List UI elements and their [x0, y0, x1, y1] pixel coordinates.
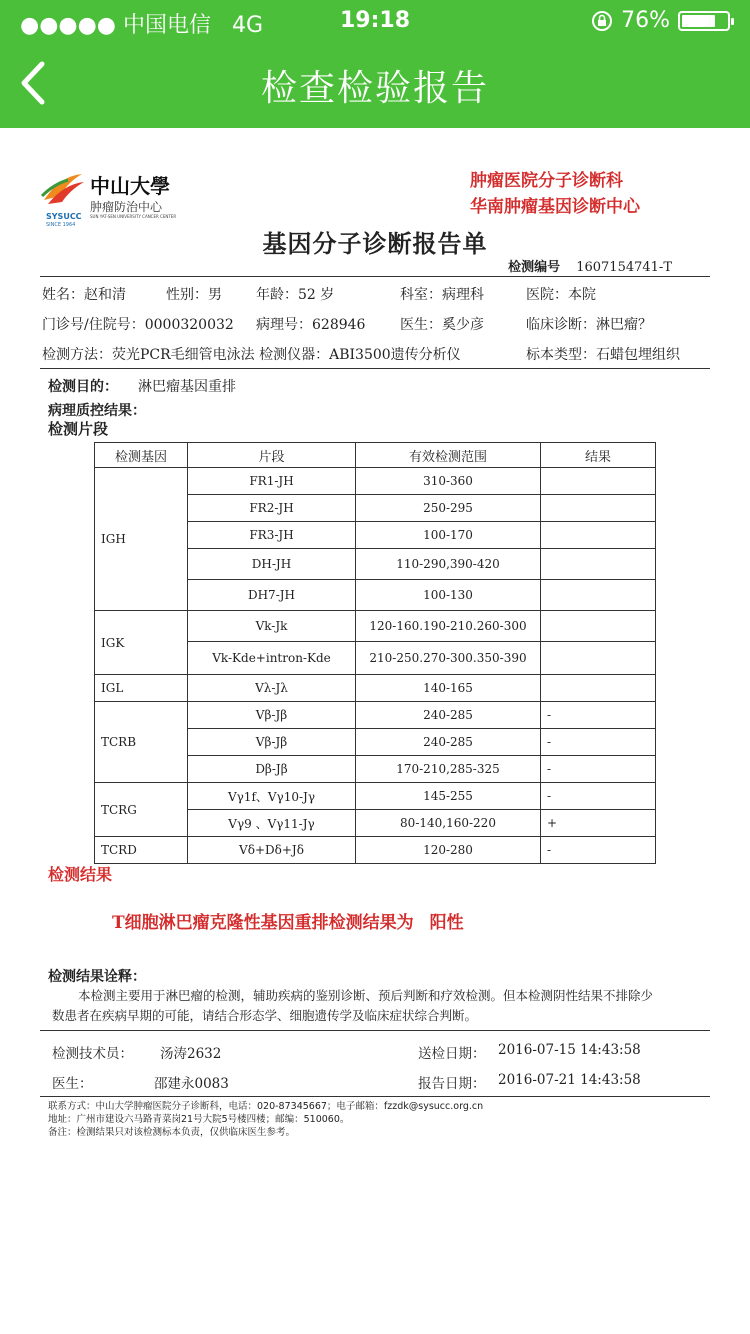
result-cell — [541, 522, 656, 549]
gene-cell: TCRD — [95, 837, 188, 864]
logo-english: SUN YAT-SEN UNIVERSITY CANCER CENTER — [90, 214, 177, 219]
technician-label: 检测技术员： — [52, 1046, 133, 1062]
table-header-cell: 片段 — [188, 443, 356, 468]
footer-address: 地址：广州市建设六马路青菜岗21号大院5号楼四楼；邮编：510060。 — [48, 1114, 350, 1125]
sample-type: 标本类型：石蜡包埋组织 — [526, 347, 680, 363]
range-cell: 80-140,160-220 — [356, 810, 541, 837]
test-purpose-value: 淋巴瘤基因重排 — [138, 379, 236, 395]
logo-subname: 肿瘤防治中心 — [90, 200, 163, 214]
inpatient-number: 门诊号/住院号：0000320032 — [42, 317, 234, 333]
submit-date-value: 2016-07-15 14:43:58 — [498, 1042, 641, 1058]
table-row — [95, 837, 656, 864]
report-footer — [48, 1100, 483, 1139]
table-header-cell: 有效检测范围 — [356, 443, 541, 468]
range-cell: 240-285 — [356, 702, 541, 729]
range-cell: 110-290,390-420 — [356, 549, 541, 580]
result-statement — [112, 908, 464, 933]
gene-cell: TCRG — [95, 783, 188, 837]
fragment-cell: Vβ-Jβ — [188, 702, 356, 729]
table-row — [95, 783, 656, 810]
gene-cell: IGL — [95, 675, 188, 702]
result-cell: - — [541, 729, 656, 756]
qc-result-label: 病理质控结果： — [48, 403, 146, 419]
nav-header — [0, 0, 750, 128]
fragment-cell: FR2-JH — [188, 495, 356, 522]
fragment-cell: Vk-Jk — [188, 611, 356, 642]
result-cell — [541, 495, 656, 522]
table-row — [95, 611, 656, 642]
page-title: 检查检验报告 — [260, 68, 489, 109]
hospital-logo — [40, 170, 190, 230]
fragment-cell: Vδ+Dδ+Jδ — [188, 837, 356, 864]
report-document — [40, 160, 710, 1140]
result-cell — [541, 642, 656, 675]
range-cell: 310-360 — [356, 468, 541, 495]
battery-level — [682, 15, 715, 27]
logo-abbr: SYSUCC — [46, 212, 82, 221]
clinical-diagnosis: 临床诊断：淋巴瘤？ — [526, 317, 652, 333]
logo-name: 中山大學 — [90, 174, 170, 198]
interpretation-label: 检测结果诠释： — [48, 969, 146, 985]
report-title: 基因分子诊断报告单 — [262, 229, 488, 258]
report-date-value: 2016-07-21 14:43:58 — [498, 1072, 641, 1088]
test-purpose-label: 检测目的： — [48, 379, 118, 395]
submit-date-label: 送检日期： — [418, 1046, 486, 1062]
patient-age: 年龄：52 岁 — [256, 287, 335, 303]
table-header-cell: 结果 — [541, 443, 656, 468]
doctor-label: 医生： — [52, 1076, 93, 1092]
pathology-number: 病理号：628946 — [256, 317, 366, 333]
gene-cell: IGK — [95, 611, 188, 675]
report-number-label: 检测编号 — [508, 260, 561, 275]
fragment-cell: DH7-JH — [188, 580, 356, 611]
report-number-value: 1607154741-T — [576, 260, 672, 275]
fragment-cell: Dβ-Jβ — [188, 756, 356, 783]
fragment-cell: DH-JH — [188, 549, 356, 580]
result-cell: - — [541, 702, 656, 729]
divider — [40, 1030, 710, 1031]
divider — [40, 276, 710, 277]
doctor-value: 邵建永0083 — [154, 1076, 229, 1092]
range-cell: 145-255 — [356, 783, 541, 810]
result-cell — [541, 675, 656, 702]
department-line-1: 肿瘤医院分子诊断科 — [470, 171, 623, 191]
table-header-row — [95, 443, 656, 468]
table-row — [95, 675, 656, 702]
patient-hospital: 医院：本院 — [526, 287, 596, 303]
report-number — [508, 256, 672, 275]
status-right — [591, 8, 730, 33]
fragment-cell: Vγ9 、Vγ11-Jγ — [188, 810, 356, 837]
network-type: 4G — [232, 13, 264, 38]
department-line-2: 华南肿瘤基因诊断中心 — [470, 197, 640, 217]
range-cell: 120-280 — [356, 837, 541, 864]
fragment-label: 检测片段 — [48, 420, 109, 438]
interpretation-text: 本检测主要用于淋巴瘤的检测，辅助疾病的鉴别诊断、预后判断和疗效检测。但本检测阴性结果不排除少数患者在疾病早期的可能，请结合形态学、细胞遗传学及临床症状综合判断。 — [52, 988, 654, 1023]
table-header-cell: 检测基因 — [95, 443, 188, 468]
rotation-lock-icon — [591, 10, 613, 32]
battery-percent: 76% — [621, 8, 670, 33]
fragment-cell: Vk-Kde+intron-Kde — [188, 642, 356, 675]
fragment-cell: FR1-JH — [188, 468, 356, 495]
result-cell — [541, 611, 656, 642]
battery-icon — [678, 11, 730, 31]
fragment-cell: FR3-JH — [188, 522, 356, 549]
result-cell: - — [541, 783, 656, 810]
result-text: T细胞淋巴瘤克隆性基因重排检测结果为 — [112, 913, 414, 933]
fragment-cell: Vγ1f、Vγ10-Jγ — [188, 783, 356, 810]
status-bar — [0, 6, 750, 36]
test-method: 检测方法：荧光PCR毛细管电泳法 检测仪器：ABI3500遗传分析仪 — [42, 347, 461, 363]
range-cell: 100-170 — [356, 522, 541, 549]
carrier: 中国电信 — [122, 13, 211, 38]
logo-emblem-icon — [40, 170, 86, 212]
footer-note: 备注：检测结果只对该检测标本负责，仅供临床医生参考。 — [48, 1127, 296, 1138]
result-label: 检测结果 — [48, 865, 113, 884]
patient-name: 姓名：赵和清 — [42, 287, 126, 303]
gene-table — [94, 442, 656, 864]
range-cell: 210-250.270-300.350-390 — [356, 642, 541, 675]
report-date-label: 报告日期： — [418, 1076, 486, 1092]
technician-value: 汤涛2632 — [160, 1046, 222, 1062]
result-cell: - — [541, 756, 656, 783]
patient-dept: 科室：病理科 — [400, 287, 484, 303]
result-cell: + — [541, 810, 656, 837]
fragment-cell: Vλ-Jλ — [188, 675, 356, 702]
result-cell — [541, 580, 656, 611]
department-heading — [470, 168, 640, 220]
table-row — [95, 702, 656, 729]
footer-contact: 联系方式：中山大学肿瘤医院分子诊断科，电话：020-87345667；电子邮箱：fzzdk@sysucc.org.cn — [48, 1101, 484, 1112]
fragment-cell: Vβ-Jβ — [188, 729, 356, 756]
range-cell: 100-130 — [356, 580, 541, 611]
patient-sex: 性别：男 — [166, 287, 222, 303]
divider — [40, 1096, 710, 1097]
range-cell: 140-165 — [356, 675, 541, 702]
range-cell: 240-285 — [356, 729, 541, 756]
test-purpose — [48, 376, 236, 396]
divider — [40, 368, 710, 369]
logo-since: SINCE 1964 — [46, 222, 76, 228]
signal-icon: ●●●●● — [20, 13, 116, 38]
range-cell: 250-295 — [356, 495, 541, 522]
gene-cell: IGH — [95, 468, 188, 611]
result-cell — [541, 468, 656, 495]
result-cell — [541, 549, 656, 580]
result-cell: - — [541, 837, 656, 864]
range-cell: 120-160.190-210.260-300 — [356, 611, 541, 642]
attending-doctor: 医生：奚少彦 — [400, 317, 484, 333]
result-value: 阳性 — [429, 913, 464, 933]
range-cell: 170-210,285-325 — [356, 756, 541, 783]
table-row — [95, 468, 656, 495]
gene-cell: TCRB — [95, 702, 188, 783]
status-time: 19:18 — [339, 8, 411, 33]
